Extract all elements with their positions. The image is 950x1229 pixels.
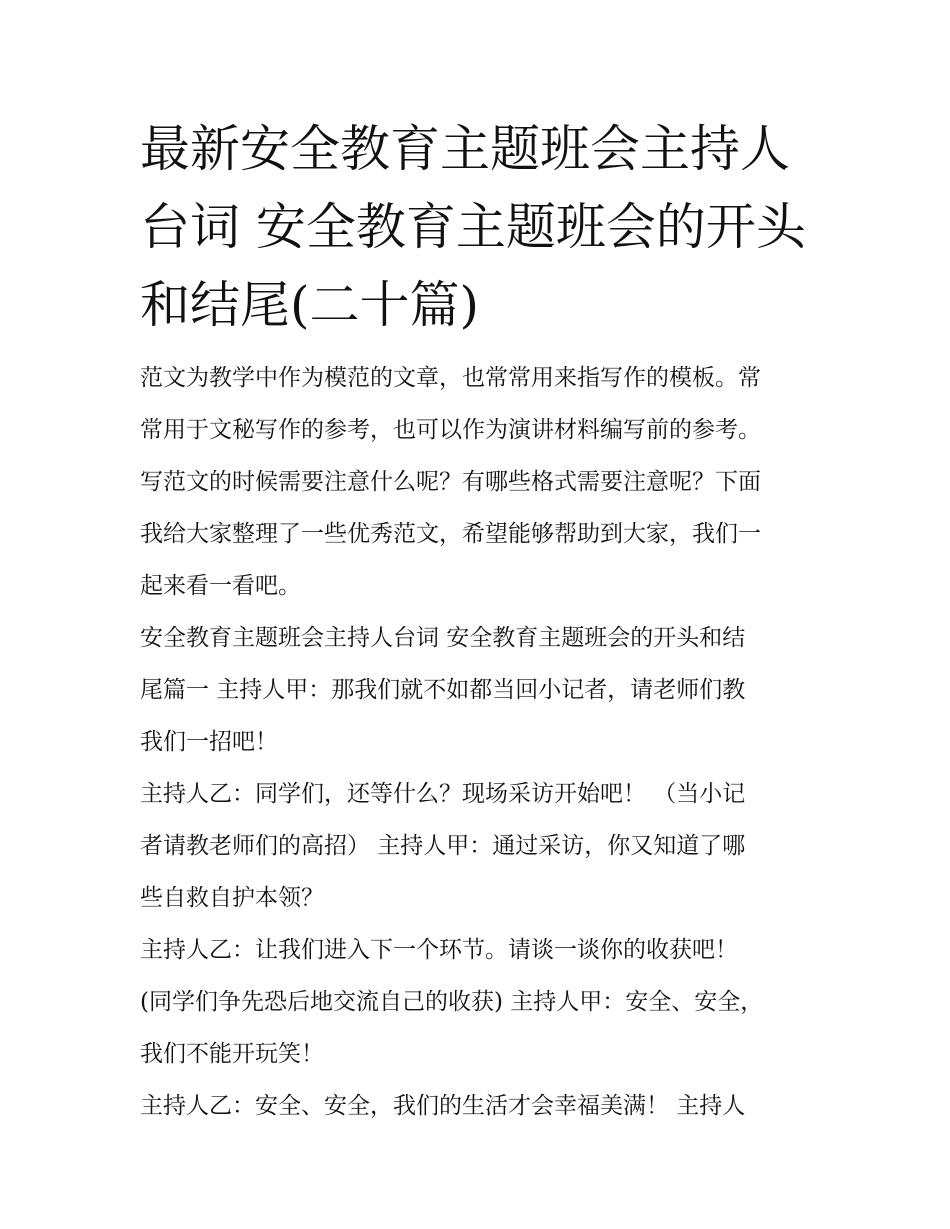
body-line: 写范文的时候需要注意什么呢？有哪些格式需要注意呢？下面	[140, 469, 761, 495]
body-line: 者请教老师们的高招） 主持人甲：通过采访，你又知道了哪	[140, 833, 746, 859]
body-line: 些自救自护本领？	[140, 885, 324, 911]
title-line: 台词 安全教育主题班会的开头	[140, 198, 806, 256]
document-body	[140, 352, 820, 1132]
document-title	[140, 110, 820, 344]
body-line: 安全教育主题班会主持人台词 安全教育主题班会的开头和结	[140, 625, 746, 651]
title-line: 最新安全教育主题班会主持人	[140, 120, 790, 178]
title-line: 和结尾(二十篇)	[140, 276, 480, 334]
body-line: 主持人乙：安全、安全，我们的生活才会幸福美满！ 主持人	[140, 1093, 746, 1119]
body-line: 主持人乙：同学们，还等什么？现场采访开始吧！ （当小记	[140, 781, 746, 807]
body-line: 主持人乙：让我们进入下一个环节。请谈一谈你的收获吧！	[140, 937, 738, 963]
body-line: 常用于文秘写作的参考，也可以作为演讲材料编写前的参考。	[140, 417, 761, 443]
body-line: 我们一招吧！	[140, 729, 278, 755]
body-line: 范文为教学中作为模范的文章，也常常用来指写作的模板。常	[140, 365, 761, 391]
body-line: 我给大家整理了一些优秀范文，希望能够帮助到大家，我们一	[140, 521, 761, 547]
body-line: (同学们争先恐后地交流自己的收获) 主持人甲：安全、安全，	[140, 989, 764, 1015]
body-line: 起来看一看吧。	[140, 573, 301, 599]
body-line: 尾篇一 主持人甲：那我们就不如都当回小记者，请老师们教	[140, 677, 746, 703]
body-line: 我们不能开玩笑！	[140, 1041, 324, 1067]
